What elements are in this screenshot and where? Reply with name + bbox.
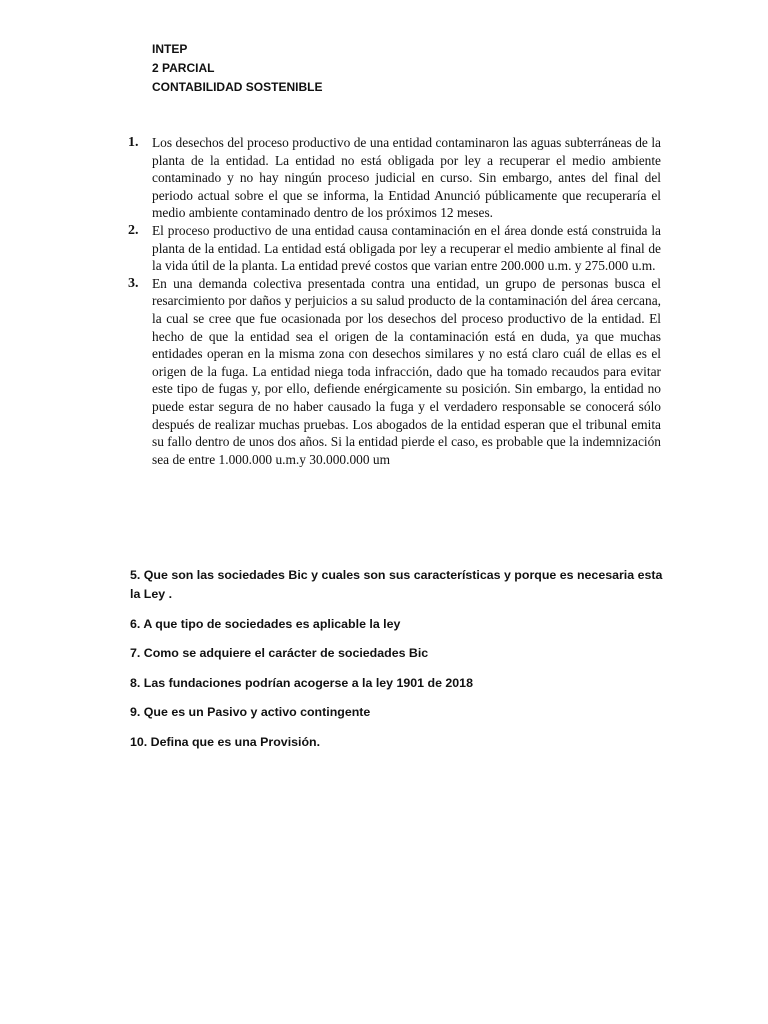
case-item-1 bbox=[128, 134, 661, 222]
case-list bbox=[128, 134, 661, 468]
document-header bbox=[152, 40, 322, 97]
course-name: CONTABILIDAD SOSTENIBLE bbox=[152, 80, 323, 94]
case-number-3: 3. bbox=[128, 275, 139, 291]
case-number-1: 1. bbox=[128, 135, 139, 150]
question-10: 10. Defina que es una Provisión. bbox=[130, 734, 321, 749]
exam-title: 2 PARCIAL bbox=[152, 61, 215, 75]
case-number-2: 2. bbox=[128, 222, 139, 238]
question-5: 5. Que son las sociedades Bic y cuales son sus características y porque es necesaria esta la Ley . bbox=[130, 568, 663, 601]
question-7: 7. Como se adquiere el carácter de sociedades Bic bbox=[130, 646, 429, 660]
case-item-3 bbox=[128, 275, 661, 469]
question-9: 9. Que es un Pasivo y activo contingente bbox=[130, 705, 371, 719]
question-6: 6. A que tipo de sociedades es aplicable la ley bbox=[130, 616, 401, 631]
question-8: 8. Las fundaciones podrían acogerse a la ley 1901 de 2018 bbox=[130, 675, 473, 690]
case-text-3: En una demanda colectiva presentada contra una entidad, un grupo de personas busca el resarcimiento por daños y perjuicios a su salud producto de la contaminación del área cercana, la cual se cree que fue ocasionada por los desechos del proceso productivo de la entidad. El hecho de que la entidad sea el origen de la contaminación está en duda, ya que muchas entidades operan en la misma zona con desechos similares y no está claro cuál de ellas es el origen de la fuga. La entidad niega toda infracción, dado que ha tomado recaudos para evitar este tipo de fugas y, por ello, defiende enérgicamente su posición. Sin embargo, la entidad no puede estar segura de no haber causado la fuga y el verdadero responsable se conocerá sólo después de realizar muchas pruebas. Los abogados de la entidad esperan que el tribunal emita su fallo dentro de unos dos años. Si la entidad pierde el caso, es probable que la indemnización sea de entre 1.000.000 u.m.y 30.000.000 um bbox=[152, 275, 661, 467]
case-item-2 bbox=[128, 222, 661, 275]
question-list bbox=[130, 566, 665, 752]
case-text-1: Los desechos del proceso productivo de una entidad contaminaron las aguas subterráneas de la planta de la entidad. La entidad no está obligada por ley a recuperar el medio ambiente contaminado y no hay ningún proceso judicial en curso. Sin embargo, antes del final del periodo actual sobre el que se informa, la Entidad Anunció públicamente que recuperaría el medio ambiente contaminado dentro de los próximos 12 meses. bbox=[152, 135, 661, 221]
case-text-2: El proceso productivo de una entidad causa contaminación en el área donde está construida la planta de la entidad. La entidad está obligada por ley a recuperar el medio ambiente al final de la vida útil de la planta. La entidad prevé costos que varian entre 200.000 u.m. y 275.000 u.m. bbox=[152, 222, 661, 274]
institution-name: INTEP bbox=[152, 42, 188, 56]
